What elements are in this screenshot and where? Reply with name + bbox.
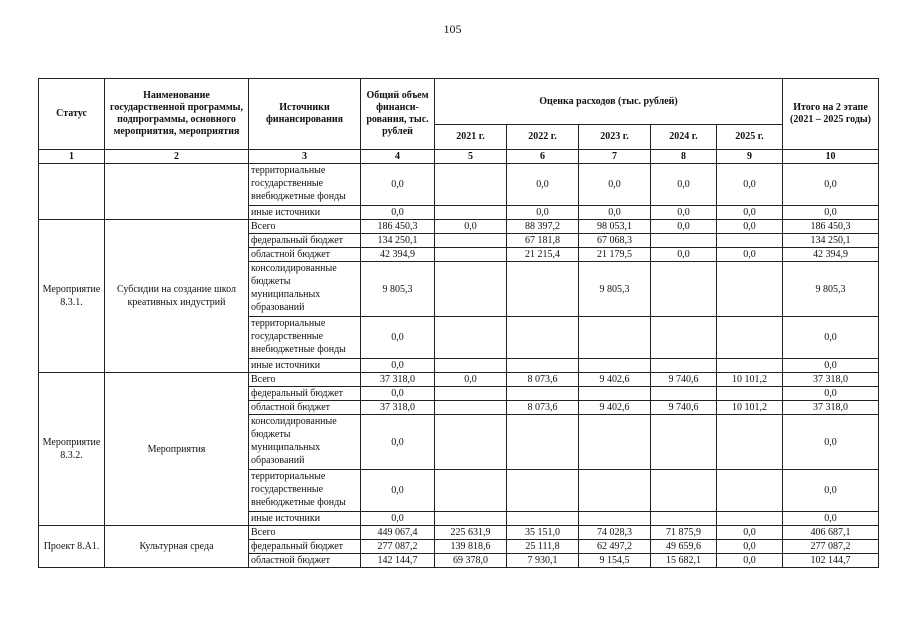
table-row xyxy=(39,164,879,206)
year-cell xyxy=(579,415,651,470)
year-cell: 0,0 xyxy=(435,220,507,234)
year-cell: 0,0 xyxy=(651,248,717,262)
header-estimate: Оценка расходов (тыс. рублей) xyxy=(435,79,783,125)
total-cell: 134 250,1 xyxy=(361,234,435,248)
row-name: Субсидии на создание школ креативных индустрий xyxy=(105,220,249,373)
total-cell: 277 087,2 xyxy=(361,540,435,554)
column-number: 7 xyxy=(579,150,651,164)
header-year: 2024 г. xyxy=(651,125,717,150)
year-cell: 8 073,6 xyxy=(507,401,579,415)
year-cell: 62 497,2 xyxy=(579,540,651,554)
total-cell: 9 805,3 xyxy=(361,262,435,317)
itogo-cell: 37 318,0 xyxy=(783,401,879,415)
itogo-cell: 102 144,7 xyxy=(783,554,879,568)
page-number: 105 xyxy=(443,22,462,36)
row-status: Мероприятие 8.3.2. xyxy=(39,373,105,526)
year-cell: 0,0 xyxy=(651,164,717,206)
table-row xyxy=(39,373,879,387)
year-cell: 9 154,5 xyxy=(579,554,651,568)
year-cell xyxy=(717,359,783,373)
header-itogo: Итого на 2 этапе (2021 – 2025 годы) xyxy=(783,79,879,150)
year-cell xyxy=(435,317,507,359)
row-name: Культурная среда xyxy=(105,526,249,568)
column-number: 6 xyxy=(507,150,579,164)
year-cell xyxy=(717,262,783,317)
year-cell: 0,0 xyxy=(717,164,783,206)
funding-source: областной бюджет xyxy=(249,248,361,262)
itogo-cell: 0,0 xyxy=(783,387,879,401)
header-status: Статус xyxy=(39,79,105,150)
total-cell: 42 394,9 xyxy=(361,248,435,262)
itogo-cell: 0,0 xyxy=(783,359,879,373)
year-cell xyxy=(651,262,717,317)
year-cell: 0,0 xyxy=(717,220,783,234)
year-cell: 9 805,3 xyxy=(579,262,651,317)
itogo-cell: 0,0 xyxy=(783,317,879,359)
year-cell: 25 111,8 xyxy=(507,540,579,554)
itogo-cell: 42 394,9 xyxy=(783,248,879,262)
year-cell xyxy=(651,234,717,248)
year-cell xyxy=(435,359,507,373)
funding-source: федеральный бюджет xyxy=(249,234,361,248)
column-number: 2 xyxy=(105,150,249,164)
itogo-cell: 0,0 xyxy=(783,206,879,220)
header-total: Общий объем финанси-рования, тыс. рублей xyxy=(361,79,435,150)
column-number: 3 xyxy=(249,150,361,164)
total-cell: 449 067,4 xyxy=(361,526,435,540)
column-number: 1 xyxy=(39,150,105,164)
year-cell: 49 659,6 xyxy=(651,540,717,554)
year-cell: 21 179,5 xyxy=(579,248,651,262)
table-row xyxy=(39,526,879,540)
year-cell: 74 028,3 xyxy=(579,526,651,540)
column-number: 10 xyxy=(783,150,879,164)
itogo-cell: 277 087,2 xyxy=(783,540,879,554)
year-cell xyxy=(579,359,651,373)
itogo-cell: 186 450,3 xyxy=(783,220,879,234)
itogo-cell: 0,0 xyxy=(783,164,879,206)
itogo-cell: 9 805,3 xyxy=(783,262,879,317)
year-cell: 0,0 xyxy=(717,526,783,540)
year-cell xyxy=(651,317,717,359)
total-cell: 0,0 xyxy=(361,164,435,206)
year-cell: 0,0 xyxy=(651,206,717,220)
header-year: 2023 г. xyxy=(579,125,651,150)
itogo-cell: 134 250,1 xyxy=(783,234,879,248)
header-year: 2021 г. xyxy=(435,125,507,150)
funding-source: территориальные государственные внебюджетные фонды xyxy=(249,317,361,359)
total-cell: 0,0 xyxy=(361,387,435,401)
column-number: 5 xyxy=(435,150,507,164)
year-cell: 9 402,6 xyxy=(579,401,651,415)
funding-source: областной бюджет xyxy=(249,401,361,415)
itogo-cell: 406 687,1 xyxy=(783,526,879,540)
funding-source: иные источники xyxy=(249,512,361,526)
year-cell xyxy=(717,317,783,359)
funding-source: консолидированные бюджеты муниципальных образований xyxy=(249,415,361,470)
header-source: Источники финансирования xyxy=(249,79,361,150)
funding-source: Всего xyxy=(249,373,361,387)
year-cell xyxy=(435,234,507,248)
total-cell: 37 318,0 xyxy=(361,401,435,415)
year-cell xyxy=(507,262,579,317)
column-number: 9 xyxy=(717,150,783,164)
year-cell xyxy=(717,470,783,512)
year-cell: 0,0 xyxy=(507,206,579,220)
itogo-cell: 0,0 xyxy=(783,512,879,526)
year-cell xyxy=(717,234,783,248)
column-number: 4 xyxy=(361,150,435,164)
year-cell: 9 402,6 xyxy=(579,373,651,387)
total-cell: 0,0 xyxy=(361,470,435,512)
year-cell xyxy=(435,401,507,415)
funding-source: иные источники xyxy=(249,206,361,220)
year-cell xyxy=(435,206,507,220)
year-cell: 0,0 xyxy=(579,164,651,206)
itogo-cell: 37 318,0 xyxy=(783,373,879,387)
year-cell xyxy=(651,359,717,373)
year-cell: 88 397,2 xyxy=(507,220,579,234)
row-name: Мероприятия xyxy=(105,373,249,526)
header-year: 2022 г. xyxy=(507,125,579,150)
year-cell: 69 378,0 xyxy=(435,554,507,568)
year-cell: 139 818,6 xyxy=(435,540,507,554)
year-cell: 9 740,6 xyxy=(651,373,717,387)
itogo-cell: 0,0 xyxy=(783,470,879,512)
year-cell xyxy=(651,512,717,526)
year-cell xyxy=(717,387,783,401)
total-cell: 37 318,0 xyxy=(361,373,435,387)
year-cell: 7 930,1 xyxy=(507,554,579,568)
total-cell: 0,0 xyxy=(361,317,435,359)
funding-source: консолидированные бюджеты муниципальных образований xyxy=(249,262,361,317)
row-status: Проект 8.А1. xyxy=(39,526,105,568)
year-cell: 10 101,2 xyxy=(717,401,783,415)
year-cell: 98 053,1 xyxy=(579,220,651,234)
year-cell: 67 068,3 xyxy=(579,234,651,248)
year-cell xyxy=(717,415,783,470)
year-cell xyxy=(579,387,651,401)
year-cell xyxy=(507,359,579,373)
year-cell: 10 101,2 xyxy=(717,373,783,387)
funding-source: территориальные государственные внебюджетные фонды xyxy=(249,470,361,512)
column-number: 8 xyxy=(651,150,717,164)
year-cell: 0,0 xyxy=(717,540,783,554)
year-cell: 0,0 xyxy=(507,164,579,206)
year-cell: 67 181,8 xyxy=(507,234,579,248)
row-name xyxy=(105,164,249,220)
year-cell xyxy=(651,387,717,401)
funding-source: федеральный бюджет xyxy=(249,387,361,401)
year-cell xyxy=(435,470,507,512)
year-cell xyxy=(579,317,651,359)
year-cell xyxy=(507,415,579,470)
funding-source: территориальные государственные внебюджетные фонды xyxy=(249,164,361,206)
year-cell xyxy=(579,470,651,512)
year-cell xyxy=(507,387,579,401)
funding-source: областной бюджет xyxy=(249,554,361,568)
year-cell xyxy=(507,317,579,359)
year-cell xyxy=(717,512,783,526)
year-cell xyxy=(435,415,507,470)
year-cell: 0,0 xyxy=(579,206,651,220)
year-cell: 0,0 xyxy=(717,554,783,568)
total-cell: 0,0 xyxy=(361,359,435,373)
column-number-row xyxy=(39,150,879,164)
year-cell: 21 215,4 xyxy=(507,248,579,262)
year-cell xyxy=(579,512,651,526)
year-cell: 8 073,6 xyxy=(507,373,579,387)
year-cell xyxy=(507,470,579,512)
year-cell xyxy=(435,512,507,526)
year-cell: 9 740,6 xyxy=(651,401,717,415)
year-cell: 15 682,1 xyxy=(651,554,717,568)
year-cell xyxy=(651,470,717,512)
funding-source: Всего xyxy=(249,220,361,234)
budget-table xyxy=(38,78,879,568)
table-row xyxy=(39,220,879,234)
total-cell: 0,0 xyxy=(361,512,435,526)
year-cell xyxy=(507,512,579,526)
itogo-cell: 0,0 xyxy=(783,415,879,470)
year-cell xyxy=(651,415,717,470)
total-cell: 142 144,7 xyxy=(361,554,435,568)
table-body xyxy=(39,164,879,568)
total-cell: 0,0 xyxy=(361,415,435,470)
row-status xyxy=(39,164,105,220)
year-cell xyxy=(435,387,507,401)
header-name: Наименование государственной программы, подпрограммы, основного мероприятия, мероприятия xyxy=(105,79,249,150)
year-cell: 0,0 xyxy=(651,220,717,234)
funding-source: федеральный бюджет xyxy=(249,540,361,554)
year-cell: 225 631,9 xyxy=(435,526,507,540)
year-cell: 71 875,9 xyxy=(651,526,717,540)
year-cell xyxy=(435,262,507,317)
funding-source: Всего xyxy=(249,526,361,540)
year-cell: 35 151,0 xyxy=(507,526,579,540)
year-cell: 0,0 xyxy=(717,206,783,220)
funding-source: иные источники xyxy=(249,359,361,373)
total-cell: 0,0 xyxy=(361,206,435,220)
year-cell xyxy=(435,164,507,206)
row-status: Мероприятие 8.3.1. xyxy=(39,220,105,373)
year-cell xyxy=(435,248,507,262)
header-year: 2025 г. xyxy=(717,125,783,150)
year-cell: 0,0 xyxy=(435,373,507,387)
year-cell: 0,0 xyxy=(717,248,783,262)
total-cell: 186 450,3 xyxy=(361,220,435,234)
